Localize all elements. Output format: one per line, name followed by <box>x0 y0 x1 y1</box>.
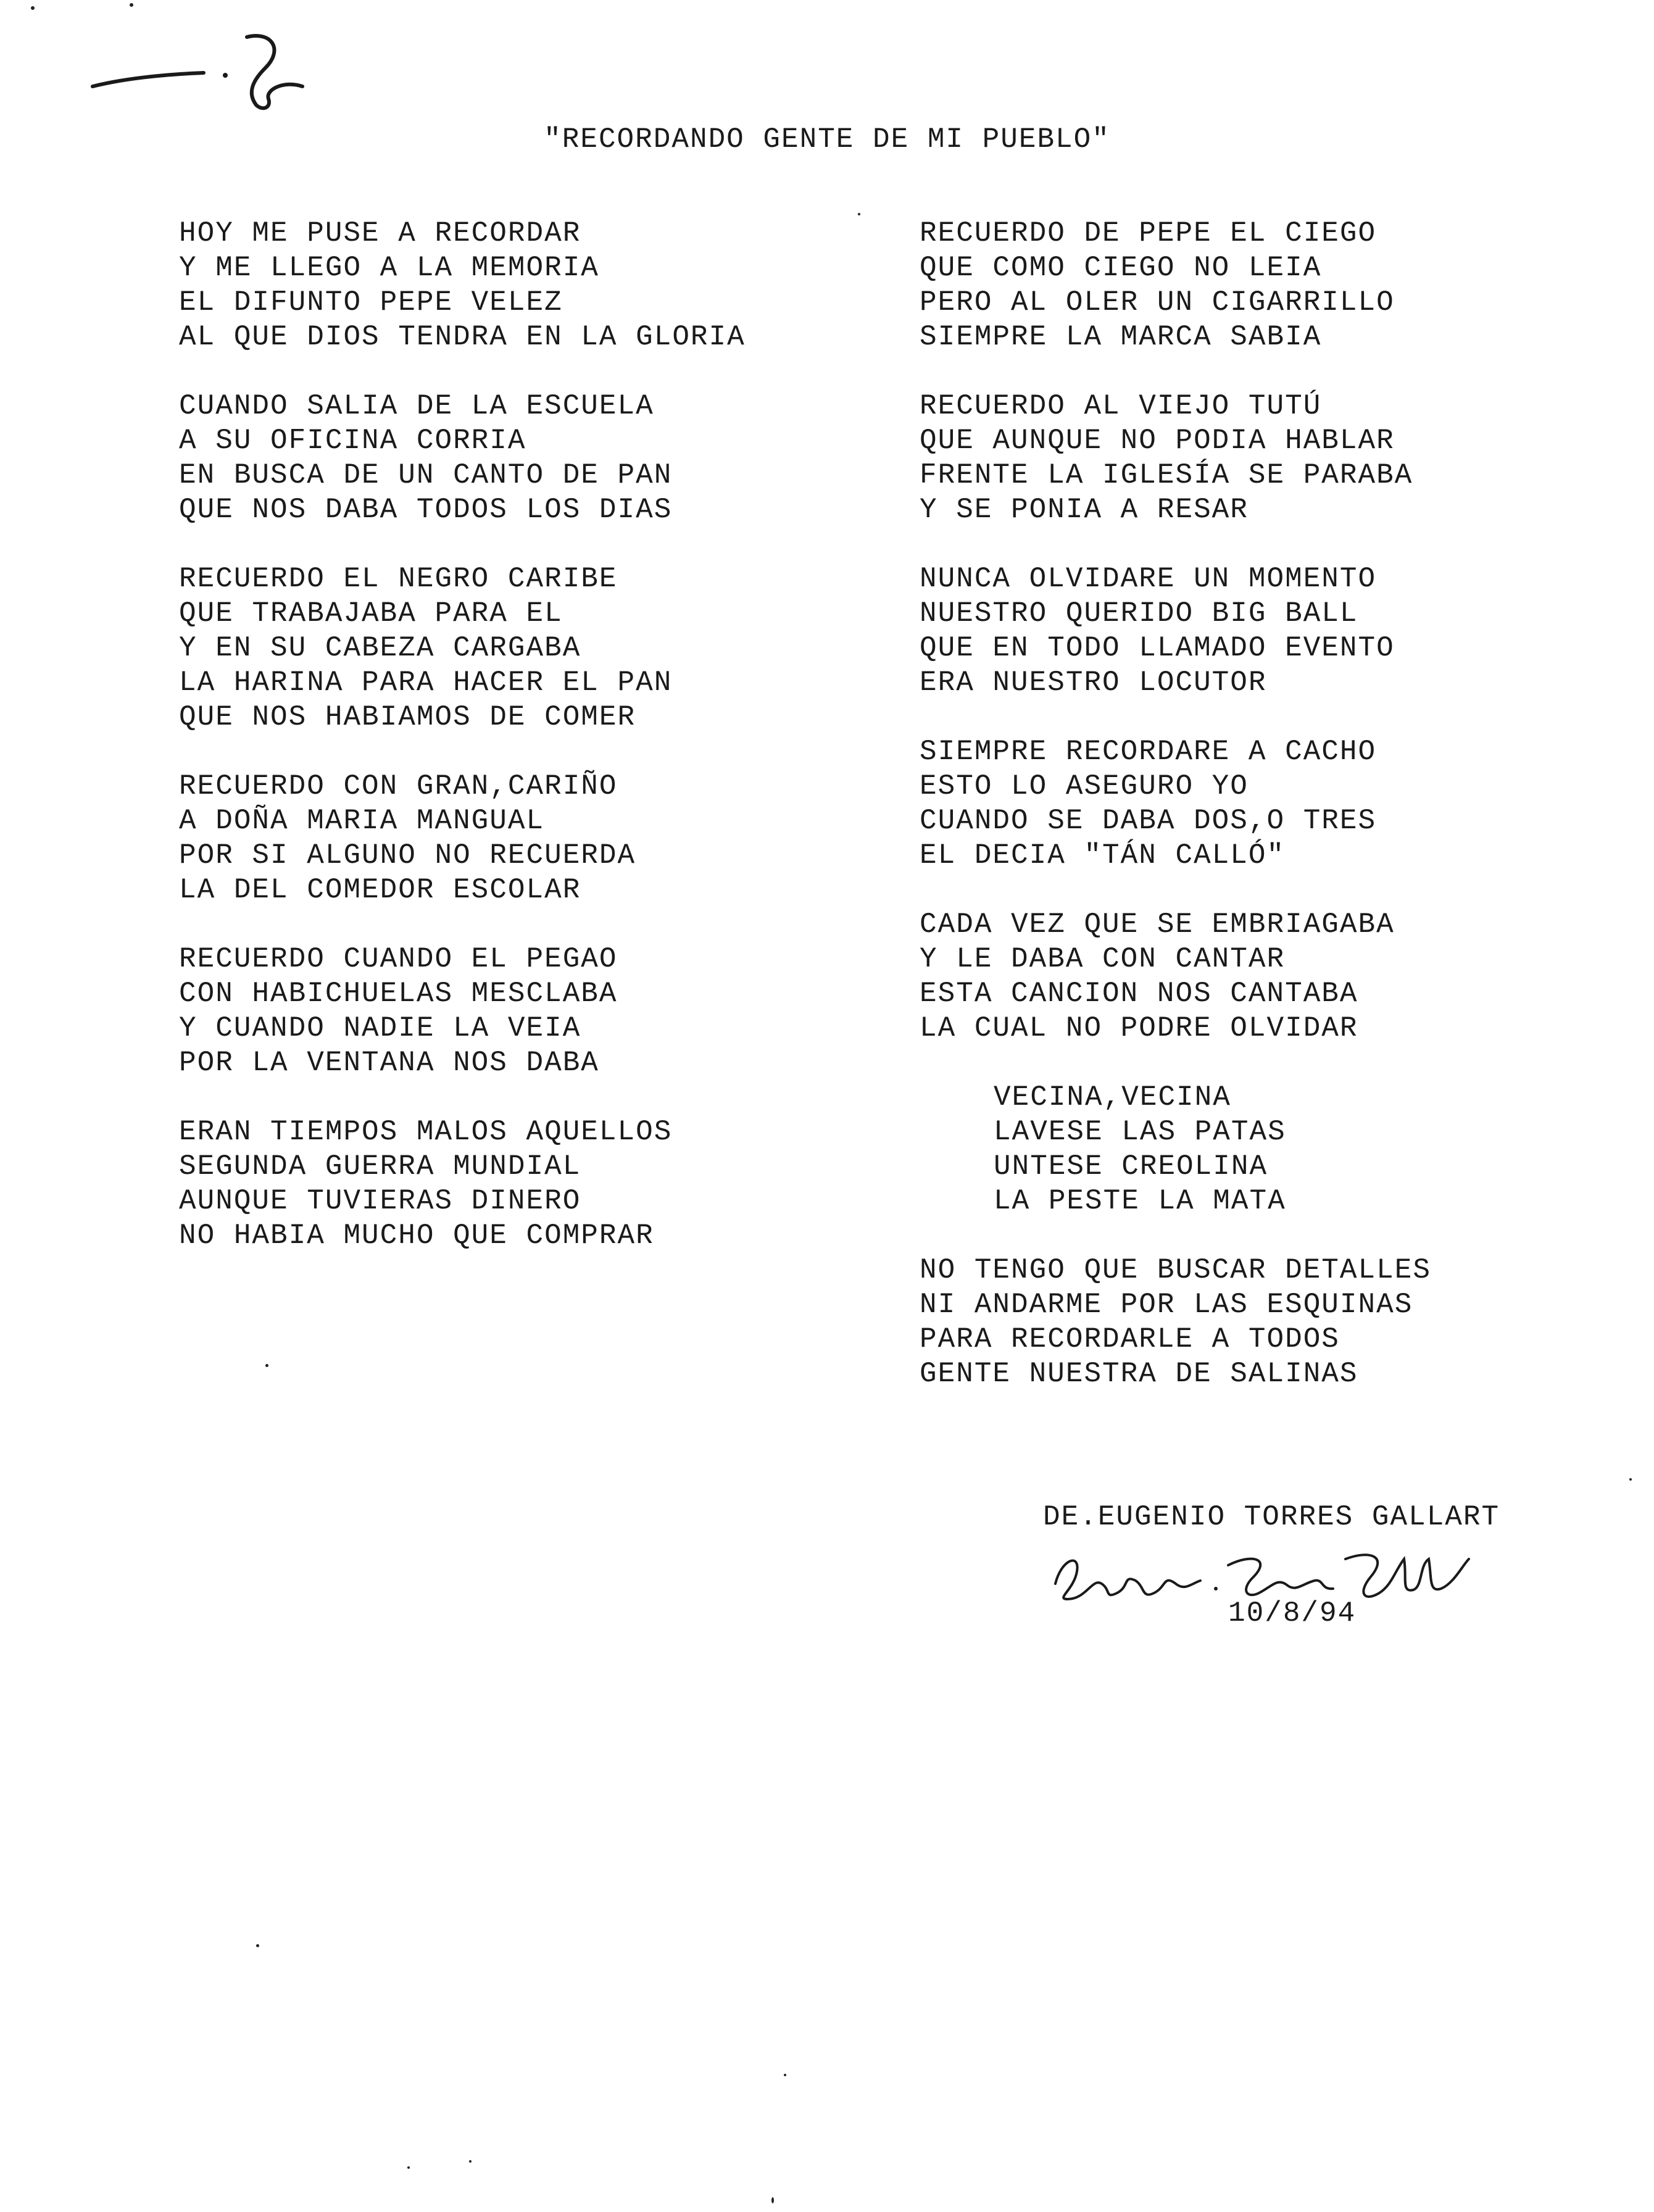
scan-speck <box>31 6 35 10</box>
verse-line: LA PESTE LA MATA <box>994 1185 1286 1217</box>
signature-block <box>1043 1500 1598 1631</box>
stanza <box>920 216 1598 354</box>
verse-line: QUE COMO CIEGO NO LEIA <box>920 252 1322 284</box>
stanza <box>179 769 889 907</box>
scan-speck <box>407 2166 410 2169</box>
stanza <box>920 1253 1598 1391</box>
scan-speck <box>1629 1478 1632 1481</box>
verse-line: QUE EN TODO LLAMADO EVENTO <box>920 632 1395 664</box>
verse-line: A DOÑA MARIA MANGUAL <box>179 805 545 837</box>
verse-line: PARA RECORDARLE A TODOS <box>920 1323 1340 1355</box>
verse-line: POR LA VENTANA NOS DABA <box>179 1047 599 1079</box>
verse-line: LA CUAL NO PODRE OLVIDAR <box>920 1012 1358 1044</box>
verse-line: CUANDO SALIA DE LA ESCUELA <box>179 390 654 422</box>
verse-line: EL DECIA "TÁN CALLÓ" <box>920 839 1286 871</box>
verse-line: CON HABICHUELAS MESCLABA <box>179 978 618 1010</box>
document-date: 10/8/94 <box>1228 1597 1357 1629</box>
verse-line: GENTE NUESTRA DE SALINAS <box>920 1358 1358 1390</box>
stanza <box>179 216 889 354</box>
verse-line: QUE AUNQUE NO PODIA HABLAR <box>920 425 1395 457</box>
verse-line: NO HABIA MUCHO QUE COMPRAR <box>179 1220 654 1252</box>
verse-line: Y ME LLEGO A LA MEMORIA <box>179 252 599 284</box>
verse-line: QUE TRABAJABA PARA EL <box>179 597 563 630</box>
verse-line: LAVESE LAS PATAS <box>994 1116 1286 1148</box>
verse-line: CADA VEZ QUE SE EMBRIAGABA <box>920 908 1395 941</box>
stanza <box>179 942 889 1080</box>
scan-speck <box>469 2160 472 2163</box>
verse-line: HOY ME PUSE A RECORDAR <box>179 217 581 249</box>
verse-line: Y SE PONIA A RESAR <box>920 494 1249 526</box>
verse-line: NUESTRO QUERIDO BIG BALL <box>920 597 1358 630</box>
scan-speck <box>256 1944 259 1947</box>
stanza <box>920 389 1598 527</box>
verse-line: UNTESE CREOLINA <box>994 1150 1268 1183</box>
verse-line: EL DIFUNTO PEPE VELEZ <box>179 286 563 318</box>
scan-speck <box>130 3 133 7</box>
verse-line: AUNQUE TUVIERAS DINERO <box>179 1185 581 1217</box>
verse-line: PERO AL OLER UN CIGARRILLO <box>920 286 1395 318</box>
verse-line: RECUERDO AL VIEJO TUTÚ <box>920 390 1322 422</box>
scan-speck <box>265 1364 268 1367</box>
verse-line: EN BUSCA DE UN CANTO DE PAN <box>179 459 673 491</box>
stanza <box>920 734 1598 873</box>
verse-line: QUE NOS DABA TODOS LOS DIAS <box>179 494 673 526</box>
verse-line: ERA NUESTRO LOCUTOR <box>920 667 1267 699</box>
stanza <box>179 562 889 734</box>
verse-line: LA DEL COMEDOR ESCOLAR <box>179 874 581 906</box>
left-column <box>179 216 889 1287</box>
verse-line: QUE NOS HABIAMOS DE COMER <box>179 701 636 733</box>
verse-line: Y EN SU CABEZA CARGABA <box>179 632 581 664</box>
document-title: "RECORDANDO GENTE DE MI PUEBLO" <box>544 123 1110 156</box>
verse-line: VECINA,VECINA <box>994 1081 1231 1113</box>
stanza <box>920 1080 1598 1218</box>
verse-line: LA HARINA PARA HACER EL PAN <box>179 667 673 699</box>
verse-line: ERAN TIEMPOS MALOS AQUELLOS <box>179 1116 673 1148</box>
verse-line: SEGUNDA GUERRA MUNDIAL <box>179 1150 581 1183</box>
verse-line: FRENTE LA IGLESÍA SE PARABA <box>920 459 1413 491</box>
handwritten-page-number <box>80 19 315 117</box>
stanza <box>179 1115 889 1253</box>
verse-line: ESTA CANCION NOS CANTABA <box>920 978 1358 1010</box>
verse-line: POR SI ALGUNO NO RECUERDA <box>179 839 636 871</box>
verse-line: Y CUANDO NADIE LA VEIA <box>179 1012 581 1044</box>
verse-line: RECUERDO CUANDO EL PEGAO <box>179 943 618 975</box>
verse-line: ESTO LO ASEGURO YO <box>920 770 1249 802</box>
stanza <box>920 907 1598 1046</box>
scan-speck <box>858 213 860 215</box>
verse-line: RECUERDO EL NEGRO CARIBE <box>179 563 618 595</box>
verse-line: NI ANDARME POR LAS ESQUINAS <box>920 1289 1413 1321</box>
verse-line: RECUERDO CON GRAN,CARIÑO <box>179 770 618 802</box>
verse-line: SIEMPRE RECORDARE A CACHO <box>920 736 1377 768</box>
verse-line: Y LE DABA CON CANTAR <box>920 943 1286 975</box>
author-line: DE.EUGENIO TORRES GALLART <box>1043 1501 1500 1533</box>
verse-line: AL QUE DIOS TENDRA EN LA GLORIA <box>179 321 746 353</box>
verse-line: A SU OFICINA CORRIA <box>179 425 526 457</box>
stanza <box>179 389 889 527</box>
verse-line: NO TENGO QUE BUSCAR DETALLES <box>920 1254 1431 1286</box>
verse-line: CUANDO SE DABA DOS,O TRES <box>920 805 1377 837</box>
right-column <box>920 216 1598 1426</box>
verse-line: SIEMPRE LA MARCA SABIA <box>920 321 1322 353</box>
stanza <box>920 562 1598 700</box>
scan-speck <box>784 2074 786 2076</box>
verse-line: NUNCA OLVIDARE UN MOMENTO <box>920 563 1377 595</box>
verse-line: RECUERDO DE PEPE EL CIEGO <box>920 217 1377 249</box>
scan-speck <box>771 2197 774 2203</box>
